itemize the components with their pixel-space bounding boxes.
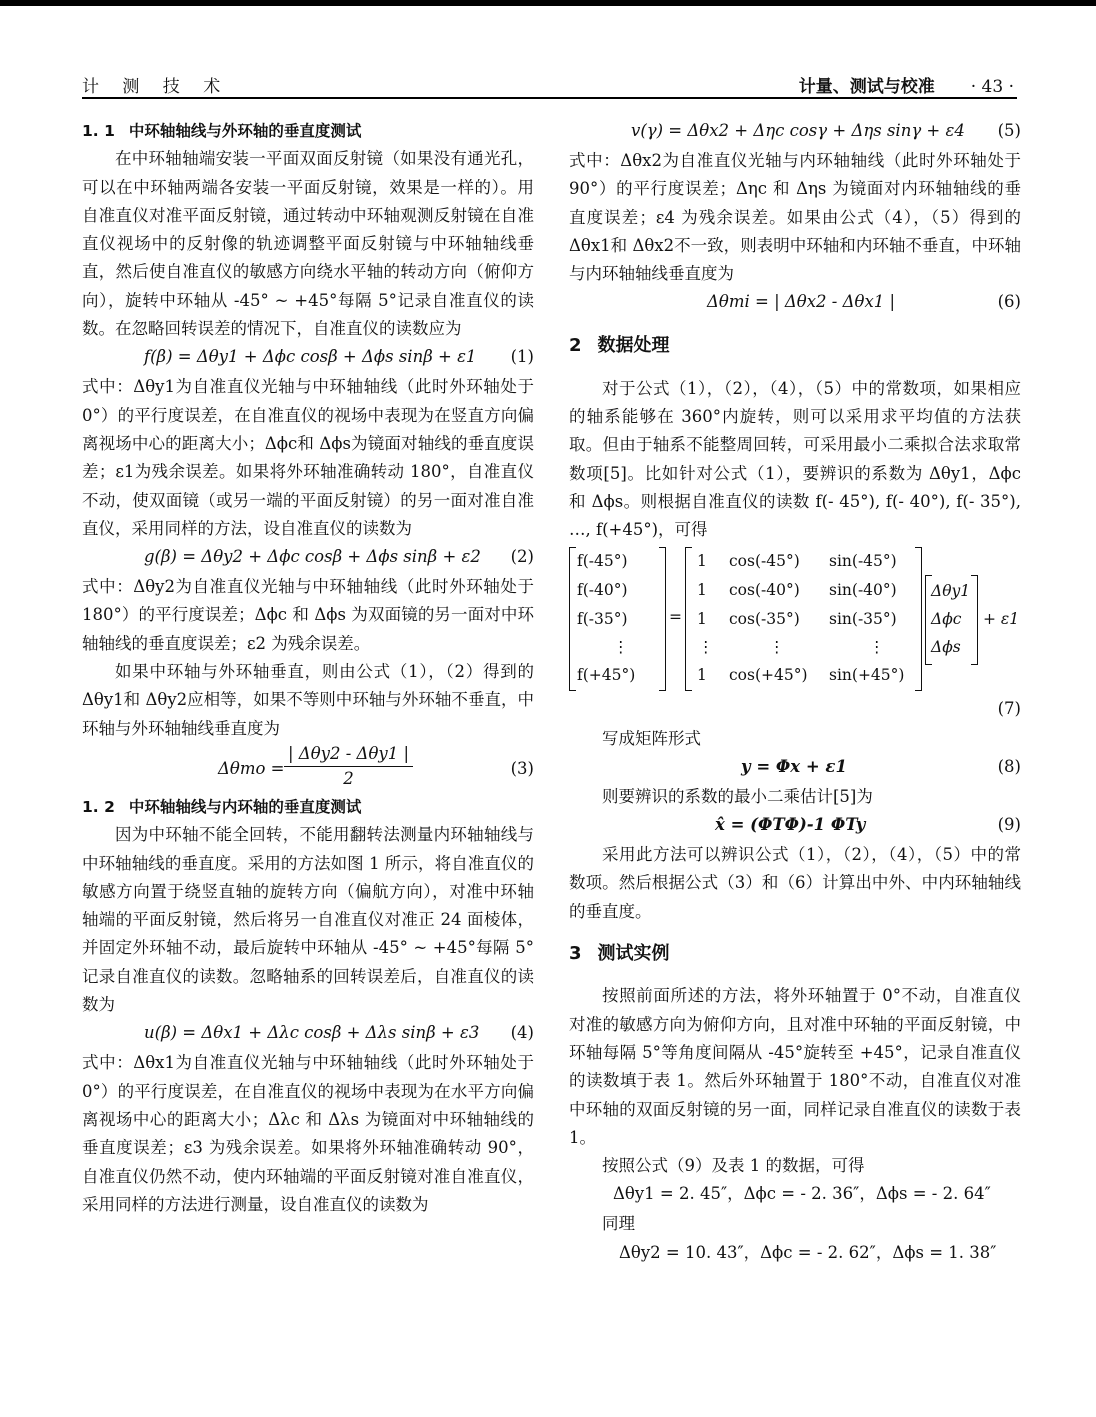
equation-8: y = Φx + ε1 (8) bbox=[741, 756, 1021, 776]
paragraph: 因为中环轴不能全回转，不能用翻转法测量内环轴轴线与中环轴轴线的垂直度。采用的方法如图 1 所示，将自准直仪的敏感方向置于绕竖直轴的旋转方向（偏航方向），对准中环轴轴端的平面反射镜，然后将另一自准直仪对准正 24 面棱体，并固定外环轴不动，最后旋转中环轴从 -45° ~ +45°每隔 5°记录自准直仪的读数。忽略轴系的回转误差后，自准直仪的读数为 bbox=[82, 825, 534, 1015]
equation-6: Δθmi = | Δθx2 - Δθx1 | (6) bbox=[707, 292, 1021, 312]
right-column bbox=[569, 117, 1021, 1269]
result-line-2: Δθy2 = 10. 43″，Δϕc = - 2. 62″，Δϕs = 1. 38″ bbox=[619, 1242, 997, 1262]
subsection-1-2-heading: 1. 2 中环轴轴线与内环轴的垂直度测试 bbox=[82, 797, 362, 816]
equation-7-number: (7) bbox=[997, 698, 1021, 718]
result-line-1: Δθy1 = 2. 45″，Δϕc = - 2. 36″，Δϕs = - 2. 64″ bbox=[613, 1184, 991, 1204]
equation-1: f(β) = Δθy1 + Δϕc cosβ + Δϕs sinβ + ε1 (1) bbox=[144, 347, 534, 367]
paragraph: 按照公式（9）及表 1 的数据，可得 bbox=[602, 1156, 865, 1176]
paragraph: 采用此方法可以辨识公式（1），（2），（4），（5）中的常数项。然后根据公式（3）和（6）计算出中外、中内环轴轴线的垂直度。 bbox=[569, 845, 1021, 921]
paragraph: 在中环轴轴端安装一平面双面反射镜（如果没有通光孔，可以在中环轴两端各安装一平面反射镜，效果是一样的）。用自准直仪对准平面反射镜，通过转动中环轴观测反射镜在自准直仪视场中的反射像的轨迹调整平面反射镜与中环轴轴线垂直，然后使自准直仪的敏感方向绕水平轴的转动方向（俯仰方向），旋转中环轴从 -45° ~ +45°每隔 5°记录自准直仪的读数。在忽略回转误差的情况下，自准直仪的读数应为 bbox=[82, 149, 534, 339]
paragraph: 对于公式（1），（2），（4），（5）中的常数项，如果相应的轴系能够在 360°内旋转，则可以采用求平均值的方法获取。但由于轴系不能整周回转，可采用最小二乘拟合法求取常数项[5]。比如针对公式（1），要辨识的系数为 Δθy1，Δϕc 和 Δϕs。则根据自准直仪的读数 f(- 45°), f(- 40°), f(- 35°), …, f(+45°)，可得 bbox=[569, 378, 1021, 540]
equation-4: u(β) = Δθx1 + Δλc cosβ + Δλs sinβ + ε3 (4) bbox=[144, 1023, 534, 1043]
journal-name: 计 测 技 术 bbox=[82, 77, 230, 97]
paragraph: 式中：Δθx2为自准直仪光轴与内环轴轴线（此时外环轴处于 90°）的平行度误差；Δηc 和 Δηs 为镜面对内环轴轴线的垂直度误差；ε4 为残余误差。如果由公式（4），（5）得到的 Δθx1和 Δθx2不一致，则表明中环轴和内环轴不垂直，中环轴与内环轴轴线垂直度为 bbox=[569, 151, 1021, 284]
header-rule bbox=[82, 97, 1017, 99]
paragraph: 按照前面所述的方法，将外环轴置于 0°不动，自准直仪对准的敏感方向为俯仰方向，且对准中环轴的平面反射镜，中环轴每隔 5°等角度间隔从 -45°旋转至 +45°，记录自准直仪的读数填于表 1。然后外环轴置于 180°不动，自准直仪对准中环轴的双面反射镜的另一面，同样记录自准直仪的读数于表 1。 bbox=[569, 986, 1021, 1147]
subsection-1-1-heading: 1. 1 中环轴轴线与外环轴的垂直度测试 bbox=[82, 122, 362, 140]
equation-9: x̂ = (ΦTΦ)-1 ΦTy (9) bbox=[715, 815, 1021, 835]
page-number: · 43 · bbox=[970, 77, 1014, 97]
paragraph: 式中：Δθy1为自准直仪光轴与中环轴轴线（此时外环轴处于0°）的平行度误差，在自准直仪的视场中表现为在竖直方向偏离视场中心的距离大小；Δϕc和 Δϕs为镜面对轴线的垂直度误差；ε1为残余误差。如果将外环轴准确转动 180°，自准直仪不动，使双面镜（或另一端的平面反射镜）的另一面对准自准直仪，采用同样的方法，设自准直仪的读数为 bbox=[82, 377, 534, 538]
section-3-heading: 3 测试实例 bbox=[569, 943, 670, 965]
paragraph: 写成矩阵形式 bbox=[602, 728, 701, 748]
paragraph: 式中：Δθy2为自准直仪光轴与中环轴轴线（此时外环轴处于 180°）的平行度误差；Δϕc 和 Δϕs 为双面镜的另一面对中环轴轴线的垂直度误差；ε2 为残余误差。 bbox=[82, 577, 534, 653]
paragraph: 如果中环轴与外环轴垂直，则由公式（1），（2）得到的 Δθy1和 Δθy2应相等，如果不等则中环轴与外环轴不垂直，中环轴与外环轴轴线垂直度为 bbox=[82, 662, 534, 738]
equation-2: g(β) = Δθy2 + Δϕc cosβ + Δϕs sinβ + ε2 (2) bbox=[144, 547, 534, 567]
left-column bbox=[82, 117, 534, 1219]
paragraph: 则要辨识的系数的最小二乘估计[5]为 bbox=[602, 786, 873, 806]
running-header bbox=[799, 72, 1014, 97]
matrix-equation-7: f(-45°) f(-40°) f(-35°) ⋮ f(+45°) = 1 1 1 ⋮ 1 cos(-45°) cos(-40°) cos(-35°) ⋮ cos(+45°) sin(-45°) sin(-40°) sin(-35°) ⋮ sin(+45°) Δθy1 Δϕc Δϕs + ε1 bbox=[569, 545, 1021, 695]
equation-3: Δθmo = $\frac{\text{| Δθy2 - Δθy1 |}}{2}$ (3) bbox=[218, 743, 534, 788]
section-2-heading: 2 数据处理 bbox=[569, 335, 670, 357]
paragraph: 式中：Δθx1为自准直仪光轴与中环轴轴线（此时外环轴处于 0°）的平行度误差，在自准直仪的视场中表现为在水平方向偏离视场中心的距离大小；Δλc 和 Δλs 为镜面对中环轴轴线的垂直度误差；ε3 为残余误差。如果将外环轴准确转动 90°，自准直仪仍然不动，使内环轴端的平面反射镜对准自准直仪，采用同样的方法进行测量，设自准直仪的读数为 bbox=[82, 1053, 534, 1214]
top-border-bar bbox=[0, 0, 1096, 6]
paragraph: 同理 bbox=[602, 1214, 635, 1234]
section-title: 计量、测试与校准 bbox=[798, 77, 935, 97]
equation-5: v(γ) = Δθx2 + Δηc cosγ + Δηs sinγ + ε4 (5) bbox=[631, 121, 1021, 140]
